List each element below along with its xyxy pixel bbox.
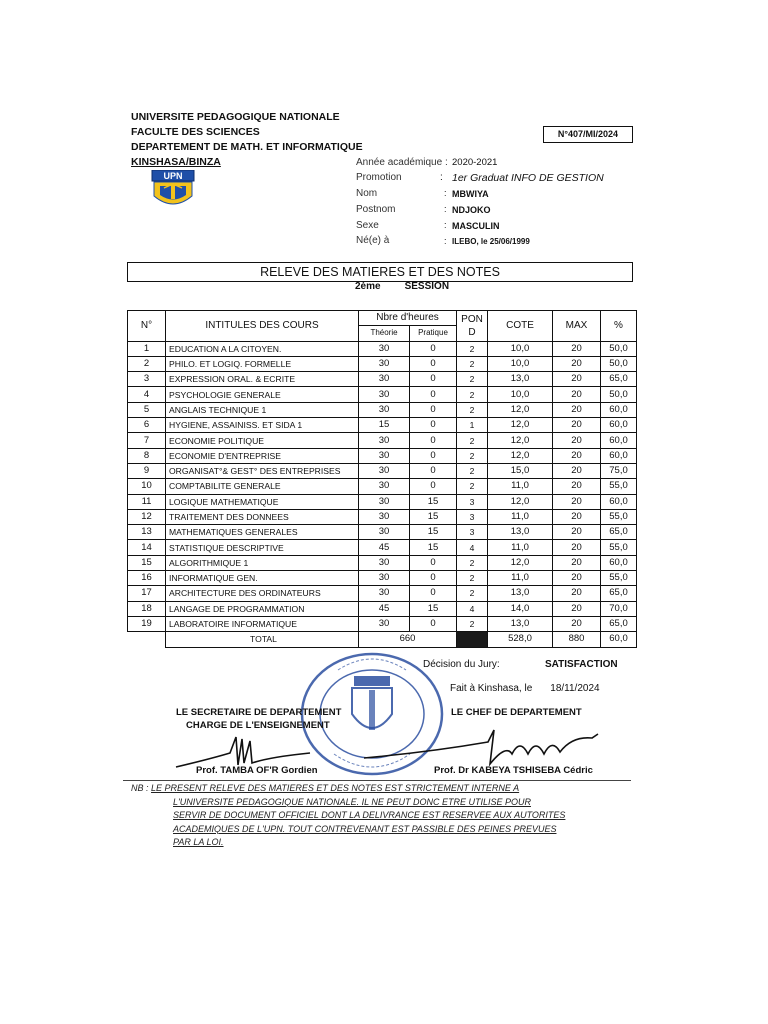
cell-course: TRAITEMENT DES DONNEES bbox=[166, 509, 359, 524]
cell-no: 13 bbox=[128, 525, 166, 540]
cell-cote: 10,0 bbox=[488, 341, 553, 356]
cell-no: 17 bbox=[128, 586, 166, 601]
cell-pr: 15 bbox=[410, 525, 457, 540]
year-value: 2020-2021 bbox=[452, 157, 498, 168]
cell-pr: 0 bbox=[410, 463, 457, 478]
cell-max: 20 bbox=[553, 525, 601, 540]
cell-th: 30 bbox=[359, 448, 410, 463]
cell-pr: 15 bbox=[410, 509, 457, 524]
cell-pr: 0 bbox=[410, 616, 457, 631]
table-row bbox=[128, 479, 637, 494]
cell-pr: 0 bbox=[410, 586, 457, 601]
cell-pct: 60,0 bbox=[601, 433, 637, 448]
issued-label: Fait à Kinshasa, le bbox=[450, 683, 533, 694]
birth-label: Né(e) à bbox=[356, 235, 390, 246]
cell-pct: 60,0 bbox=[601, 494, 637, 509]
table-row bbox=[128, 356, 637, 371]
document-title: RELEVE DES MATIERES ET DES NOTES bbox=[127, 262, 633, 282]
cell-no: 7 bbox=[128, 433, 166, 448]
cell-no: 14 bbox=[128, 540, 166, 555]
note-line-4: ACADEMIQUES DE L'UPN. TOUT CONTREVENANT EST PASSIBLE DES PEINES PREVUES bbox=[173, 823, 557, 834]
col-theory: Théorie bbox=[359, 326, 410, 341]
cell-th: 30 bbox=[359, 525, 410, 540]
promotion-sep: : bbox=[440, 172, 443, 183]
table-row bbox=[128, 463, 637, 478]
cell-cote: 11,0 bbox=[488, 571, 553, 586]
logo-text: UPN bbox=[163, 171, 183, 181]
issued-date: 18/11/2024 bbox=[550, 683, 600, 694]
note-line-1: LE PRESENT RELEVE DES MATIERES ET DES NOTES EST STRICTEMENT INTERNE A bbox=[151, 783, 520, 793]
cell-pr: 0 bbox=[410, 387, 457, 402]
cell-max: 20 bbox=[553, 341, 601, 356]
cell-max: 20 bbox=[553, 463, 601, 478]
table-row bbox=[128, 586, 637, 601]
cell-no: 6 bbox=[128, 418, 166, 433]
total-max: 880 bbox=[553, 632, 601, 647]
cell-pond: 1 bbox=[457, 418, 488, 433]
issued-place bbox=[450, 683, 600, 694]
note-line-5: PAR LA LOI. bbox=[173, 837, 224, 847]
cell-pct: 55,0 bbox=[601, 571, 637, 586]
cell-pct: 60,0 bbox=[601, 402, 637, 417]
cell-max: 20 bbox=[553, 433, 601, 448]
cell-no: 9 bbox=[128, 463, 166, 478]
cell-pond: 2 bbox=[457, 402, 488, 417]
cell-max: 20 bbox=[553, 402, 601, 417]
location: KINSHASA/BINZA bbox=[131, 156, 221, 168]
cell-th: 30 bbox=[359, 463, 410, 478]
cell-pr: 0 bbox=[410, 418, 457, 433]
total-cote: 528,0 bbox=[488, 632, 553, 647]
cell-pr: 0 bbox=[410, 448, 457, 463]
cell-course: ORGANISAT°& GEST° DES ENTREPRISES bbox=[166, 463, 359, 478]
cell-cote: 12,0 bbox=[488, 448, 553, 463]
table-row bbox=[128, 525, 637, 540]
total-hours: 660 bbox=[359, 632, 457, 647]
cell-pr: 15 bbox=[410, 601, 457, 616]
table-row bbox=[128, 571, 637, 586]
cell-cote: 11,0 bbox=[488, 479, 553, 494]
cell-pct: 70,0 bbox=[601, 601, 637, 616]
cell-th: 30 bbox=[359, 586, 410, 601]
nom-value: MBWIYA bbox=[452, 189, 489, 199]
reference-number: N°407/MI/2024 bbox=[543, 126, 633, 143]
session-line bbox=[355, 281, 473, 292]
col-pond bbox=[457, 311, 488, 342]
cell-th: 30 bbox=[359, 616, 410, 631]
col-practice: Pratique bbox=[410, 326, 457, 341]
upn-logo bbox=[150, 170, 196, 210]
year-label: Année académique : bbox=[356, 157, 448, 168]
decision-label: Décision du Jury: bbox=[423, 659, 500, 670]
cell-pr: 0 bbox=[410, 571, 457, 586]
table-row bbox=[128, 509, 637, 524]
cell-pond: 2 bbox=[457, 555, 488, 570]
cell-course: PHILO. ET LOGIQ. FORMELLE bbox=[166, 356, 359, 371]
cell-pond: 2 bbox=[457, 356, 488, 371]
cell-cote: 12,0 bbox=[488, 402, 553, 417]
cell-pond: 3 bbox=[457, 494, 488, 509]
cell-cote: 13,0 bbox=[488, 586, 553, 601]
postnom-value: NDJOKO bbox=[452, 205, 491, 215]
cell-max: 20 bbox=[553, 387, 601, 402]
cell-no: 3 bbox=[128, 372, 166, 387]
cell-pond: 2 bbox=[457, 586, 488, 601]
cell-pct: 65,0 bbox=[601, 616, 637, 631]
cell-pond: 2 bbox=[457, 448, 488, 463]
cell-th: 30 bbox=[359, 571, 410, 586]
cell-course: COMPTABILITE GENERALE bbox=[166, 479, 359, 494]
table-row bbox=[128, 341, 637, 356]
col-hours: Nbre d'heures bbox=[359, 311, 457, 326]
cell-cote: 10,0 bbox=[488, 356, 553, 371]
cell-pr: 15 bbox=[410, 540, 457, 555]
session-number: 2ème bbox=[355, 281, 381, 292]
table-row bbox=[128, 601, 637, 616]
col-course: INTITULES DES COURS bbox=[166, 311, 359, 342]
head-name: Prof. Dr KABEYA TSHISEBA Cédric bbox=[434, 765, 593, 776]
cell-pr: 15 bbox=[410, 494, 457, 509]
total-row bbox=[128, 632, 637, 647]
nom-label: Nom bbox=[356, 188, 378, 199]
cell-cote: 14,0 bbox=[488, 601, 553, 616]
cell-th: 45 bbox=[359, 540, 410, 555]
cell-course: LABORATOIRE INFORMATIQUE bbox=[166, 616, 359, 631]
sexe-label: Sexe bbox=[356, 220, 379, 231]
cell-th: 30 bbox=[359, 433, 410, 448]
cell-cote: 12,0 bbox=[488, 494, 553, 509]
cell-course: EXPRESSION ORAL. & ECRITE bbox=[166, 372, 359, 387]
cell-max: 20 bbox=[553, 555, 601, 570]
cell-course: ALGORITHMIQUE 1 bbox=[166, 555, 359, 570]
note-line-3: SERVIR DE DOCUMENT OFFICIEL DONT LA DELIVRANCE EST RESERVEE AUX AUTORITES bbox=[173, 810, 566, 820]
table-row bbox=[128, 387, 637, 402]
cell-max: 20 bbox=[553, 494, 601, 509]
department-name: DEPARTEMENT DE MATH. ET INFORMATIQUE bbox=[131, 141, 363, 153]
note-line-2: L'UNIVERSITE PEDAGOGIQUE NATIONALE. IL NE PEUT DONC ETRE UTILISE POUR bbox=[173, 796, 531, 807]
cell-no: 18 bbox=[128, 601, 166, 616]
cell-course: LOGIQUE MATHEMATIQUE bbox=[166, 494, 359, 509]
cell-pct: 55,0 bbox=[601, 479, 637, 494]
session-label: SESSION bbox=[404, 281, 450, 292]
cell-no: 11 bbox=[128, 494, 166, 509]
cell-pond: 3 bbox=[457, 509, 488, 524]
cell-no: 16 bbox=[128, 571, 166, 586]
promotion-value: 1er Graduat INFO DE GESTION bbox=[452, 172, 604, 184]
sexe-sep: : bbox=[444, 220, 447, 230]
cell-pct: 60,0 bbox=[601, 555, 637, 570]
cell-course: STATISTIQUE DESCRIPTIVE bbox=[166, 540, 359, 555]
secretary-subtitle: CHARGE DE L'ENSEIGNEMENT bbox=[186, 720, 330, 731]
grades-body bbox=[128, 341, 637, 647]
secretary-title: LE SECRETAIRE DE DEPARTEMENT bbox=[176, 707, 342, 718]
cell-th: 30 bbox=[359, 402, 410, 417]
cell-cote: 13,0 bbox=[488, 616, 553, 631]
cell-max: 20 bbox=[553, 571, 601, 586]
cell-pct: 65,0 bbox=[601, 586, 637, 601]
cell-th: 45 bbox=[359, 601, 410, 616]
birth-value: ILEBO, le 25/06/1999 bbox=[452, 237, 530, 246]
cell-pct: 55,0 bbox=[601, 540, 637, 555]
cell-pond: 2 bbox=[457, 479, 488, 494]
cell-pct: 65,0 bbox=[601, 525, 637, 540]
cell-max: 20 bbox=[553, 616, 601, 631]
cell-no: 19 bbox=[128, 616, 166, 631]
cell-pct: 50,0 bbox=[601, 341, 637, 356]
cell-course: HYGIENE, ASSAINISS. ET SIDA 1 bbox=[166, 418, 359, 433]
cell-th: 30 bbox=[359, 341, 410, 356]
cell-course: ECONOMIE POLITIQUE bbox=[166, 433, 359, 448]
cell-th: 30 bbox=[359, 555, 410, 570]
cell-th: 30 bbox=[359, 372, 410, 387]
col-pond-2: D bbox=[468, 326, 476, 338]
grades-table bbox=[127, 310, 637, 648]
cell-no: 10 bbox=[128, 479, 166, 494]
table-row bbox=[128, 433, 637, 448]
cell-max: 20 bbox=[553, 540, 601, 555]
cell-th: 30 bbox=[359, 479, 410, 494]
cell-course: EDUCATION A LA CITOYEN. bbox=[166, 341, 359, 356]
cell-max: 20 bbox=[553, 586, 601, 601]
total-pond-blank bbox=[457, 632, 488, 647]
cell-pct: 75,0 bbox=[601, 463, 637, 478]
faculty-name: FACULTE DES SCIENCES bbox=[131, 126, 260, 138]
cell-pond: 2 bbox=[457, 372, 488, 387]
cell-course: ARCHITECTURE DES ORDINATEURS bbox=[166, 586, 359, 601]
cell-no: 8 bbox=[128, 448, 166, 463]
cell-max: 20 bbox=[553, 509, 601, 524]
cell-max: 20 bbox=[553, 372, 601, 387]
table-row bbox=[128, 448, 637, 463]
cell-cote: 11,0 bbox=[488, 540, 553, 555]
cell-course: INFORMATIQUE GEN. bbox=[166, 571, 359, 586]
cell-no: 12 bbox=[128, 509, 166, 524]
total-label: TOTAL bbox=[166, 632, 359, 647]
cell-pct: 60,0 bbox=[601, 448, 637, 463]
decision-value: SATISFACTION bbox=[545, 659, 618, 670]
cell-cote: 12,0 bbox=[488, 433, 553, 448]
cell-cote: 13,0 bbox=[488, 525, 553, 540]
cell-course: MATHEMATIQUES GENERALES bbox=[166, 525, 359, 540]
table-row bbox=[128, 418, 637, 433]
head-signature bbox=[360, 728, 610, 768]
cell-pr: 0 bbox=[410, 341, 457, 356]
cell-max: 20 bbox=[553, 418, 601, 433]
cell-th: 15 bbox=[359, 418, 410, 433]
col-pct: % bbox=[601, 311, 637, 342]
cell-pr: 0 bbox=[410, 433, 457, 448]
table-row bbox=[128, 372, 637, 387]
col-cote: COTE bbox=[488, 311, 553, 342]
disclaimer-note bbox=[131, 782, 565, 850]
cell-pond: 4 bbox=[457, 540, 488, 555]
cell-cote: 15,0 bbox=[488, 463, 553, 478]
cell-pr: 0 bbox=[410, 402, 457, 417]
cell-max: 20 bbox=[553, 601, 601, 616]
total-spacer bbox=[128, 632, 166, 647]
cell-max: 20 bbox=[553, 356, 601, 371]
col-pond-1: PON bbox=[461, 313, 483, 325]
cell-no: 15 bbox=[128, 555, 166, 570]
table-row bbox=[128, 402, 637, 417]
university-name: UNIVERSITE PEDAGOGIQUE NATIONALE bbox=[131, 111, 340, 123]
cell-pond: 3 bbox=[457, 525, 488, 540]
cell-pr: 0 bbox=[410, 479, 457, 494]
cell-cote: 12,0 bbox=[488, 555, 553, 570]
cell-cote: 11,0 bbox=[488, 509, 553, 524]
cell-pond: 2 bbox=[457, 463, 488, 478]
cell-pr: 0 bbox=[410, 356, 457, 371]
birth-sep: : bbox=[444, 236, 447, 246]
secretary-name: Prof. TAMBA OF'R Gordien bbox=[196, 765, 318, 776]
cell-pct: 60,0 bbox=[601, 418, 637, 433]
cell-pct: 50,0 bbox=[601, 387, 637, 402]
cell-pond: 2 bbox=[457, 571, 488, 586]
cell-cote: 13,0 bbox=[488, 372, 553, 387]
cell-pct: 50,0 bbox=[601, 356, 637, 371]
cell-max: 20 bbox=[553, 448, 601, 463]
cell-max: 20 bbox=[553, 479, 601, 494]
table-row bbox=[128, 616, 637, 631]
cell-no: 5 bbox=[128, 402, 166, 417]
postnom-label: Postnom bbox=[356, 204, 396, 215]
cell-th: 30 bbox=[359, 356, 410, 371]
cell-no: 4 bbox=[128, 387, 166, 402]
cell-no: 2 bbox=[128, 356, 166, 371]
cell-pr: 0 bbox=[410, 555, 457, 570]
cell-course: ANGLAIS TECHNIQUE 1 bbox=[166, 402, 359, 417]
cell-cote: 10,0 bbox=[488, 387, 553, 402]
cell-pct: 55,0 bbox=[601, 509, 637, 524]
col-no: N° bbox=[128, 311, 166, 342]
cell-pond: 2 bbox=[457, 433, 488, 448]
cell-no: 1 bbox=[128, 341, 166, 356]
cell-pond: 2 bbox=[457, 616, 488, 631]
table-row bbox=[128, 540, 637, 555]
table-row bbox=[128, 555, 637, 570]
postnom-sep: : bbox=[444, 204, 447, 214]
cell-course: LANGAGE DE PROGRAMMATION bbox=[166, 601, 359, 616]
cell-pond: 4 bbox=[457, 601, 488, 616]
note-divider bbox=[123, 780, 631, 781]
sexe-value: MASCULIN bbox=[452, 221, 500, 231]
cell-th: 30 bbox=[359, 509, 410, 524]
cell-pond: 2 bbox=[457, 341, 488, 356]
cell-pr: 0 bbox=[410, 372, 457, 387]
cell-course: ECONOMIE D'ENTREPRISE bbox=[166, 448, 359, 463]
promotion-label: Promotion bbox=[356, 172, 402, 183]
cell-th: 30 bbox=[359, 387, 410, 402]
head-title: LE CHEF DE DEPARTEMENT bbox=[451, 707, 582, 718]
cell-pond: 2 bbox=[457, 387, 488, 402]
cell-pct: 65,0 bbox=[601, 372, 637, 387]
total-pct: 60,0 bbox=[601, 632, 637, 647]
table-row bbox=[128, 494, 637, 509]
nom-sep: : bbox=[444, 188, 447, 198]
cell-course: PSYCHOLOGIE GENERALE bbox=[166, 387, 359, 402]
col-max: MAX bbox=[553, 311, 601, 342]
note-prefix: NB : bbox=[131, 783, 149, 793]
cell-th: 30 bbox=[359, 494, 410, 509]
cell-cote: 12,0 bbox=[488, 418, 553, 433]
